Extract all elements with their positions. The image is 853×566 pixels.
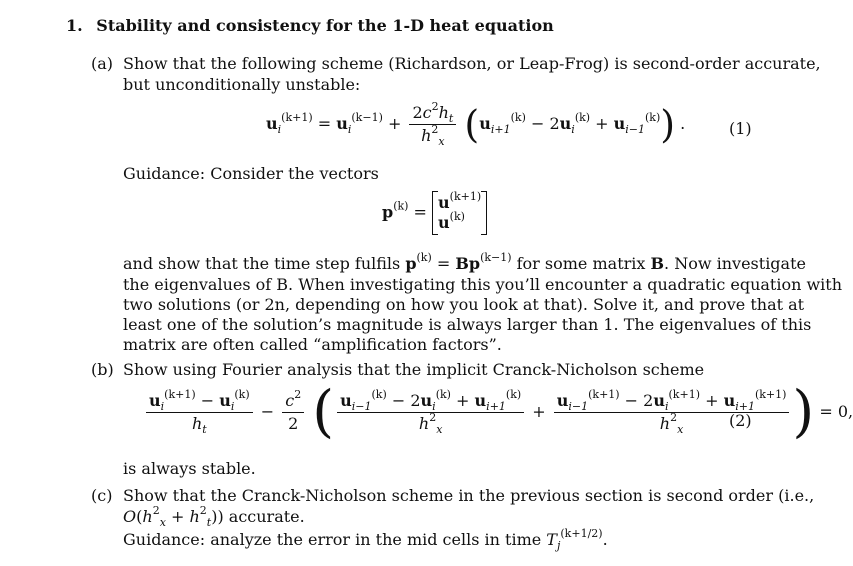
part-a-para-5: matrix are often called “amplification factors”. [123,335,502,354]
part-a-para-1: and show that the time step fulfils $p^{(k)} = Bp^{(k-1)}$ for some matrix B. Now investigate [123,251,806,273]
part-b-line-1: Show using Fourier analysis that the implicit Cranck-Nicholson scheme [123,360,705,379]
part-b-label: (b) [91,360,114,379]
equation-2-number: (2) [729,411,752,430]
part-a-para-3: two solutions (or 2n, depending on how you look at that). Solve it, and prove that at [123,295,805,314]
part-a-line-1: Show that the following scheme (Richardson, or Leap-Frog) is second-order accurate, [123,54,821,73]
part-b-after: is always stable. [123,459,256,478]
part-a-guidance: Guidance: Consider the vectors [123,164,379,183]
equation-1-number: (1) [729,119,752,138]
section-title: Stability and consistency for the 1-D heat equation [96,16,554,35]
part-a-line-2: but unconditionally unstable: [123,75,361,94]
part-c-line-1: Show that the Cranck-Nicholson scheme in the previous section is second order (i.e., [123,486,815,505]
vector-p-matrix: $u^{(k+1)}$ $u^{(k)}$ [432,191,487,235]
eq2-coef-fraction: $\frac{c^2}{2}$ [282,392,304,433]
part-a-label: (a) [91,54,114,73]
part-a-para-4: least one of the solution’s magnitude is always larger than 1. The eigenvalues of this [123,315,812,334]
section-heading [66,16,554,36]
eq2-space-fraction-k: $\frac{u_{i-1}^{(k)} - 2u_i^{(k)} + u_{i+1}^{(k)}}{h^2_x}$ [337,392,524,433]
part-a-para-2: the eigenvalues of B. When investigating this you’ll encounter a quadratic equation with [123,275,843,294]
eq2-space-fraction-k1: $\frac{u_{i-1}^{(k+1)} - 2u_i^{(k+1)} + u_{i+1}^{(k+1)}}{h^2_x}$ [554,392,790,433]
part-c-line-2: $O(h^2_x + h^2_t)$) accurate. [123,504,305,529]
eq2-time-fraction: $\frac{u_i^{(k+1)} - u_i^{(k)}}{h_t}$ [146,392,253,433]
section-number: 1. [66,16,83,35]
part-c-label: (c) [91,486,113,505]
part-c-guidance: Guidance: analyze the error in the mid cells in time $T_j^{(k+1/2)}$. [123,527,608,552]
equation-2: $\frac{u_i^{(k+1)} - u_i^{(k)}}{h_t}$ − $\frac{c^2}{2}$ ( $\frac{u_{i-1}^{(k)} - 2u_i^{(k)} + u_{i+1}^{(k)}}{h^2_x}$ + $\frac{u_{i-1}^{(k+1)} - 2u_i^{(k+1)} + u_{i+1}^{(k+1)}}{h^2_x}$ ) = 0, [143,392,853,433]
eq2-rhs: = 0, [819,402,853,421]
eq1-fraction: $\frac{2c^2h_t}{h^2_x}$ [409,104,456,145]
vector-p-definition: $p^{(k)}$ = $u^{(k+1)}$ $u^{(k)}$ [382,191,487,235]
equation-1: $u_i^{(k+1)} = u_i^{(k-1)}$ + $\frac{2c^2h_t}{h^2_x}$ $(u_{i+1}^{(k)} - 2u_i^{(k)} + u_{i-1}^{(k)})$ . [266,100,686,148]
